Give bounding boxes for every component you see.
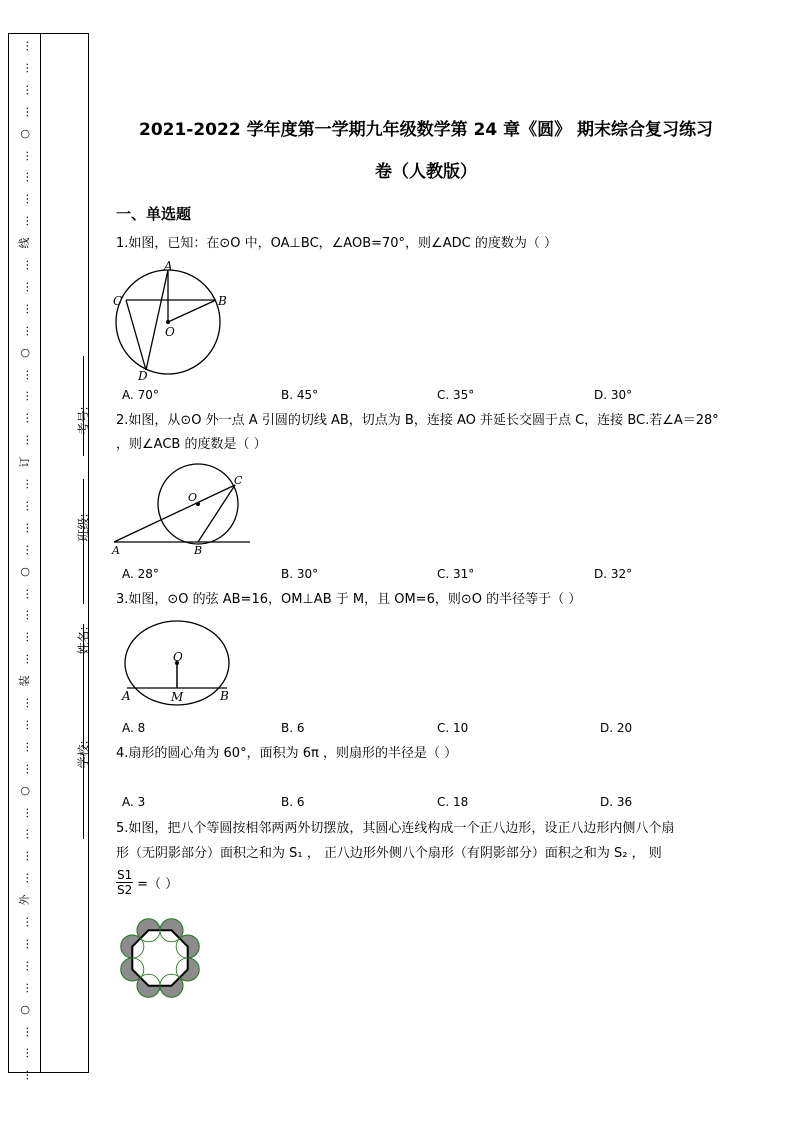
q3-option-b[interactable]: B. 6 — [281, 721, 305, 735]
binding-dots: … — [18, 84, 31, 96]
question-1-figure — [108, 258, 238, 383]
class-label: 班级: — [76, 513, 91, 542]
question-3-figure — [118, 618, 238, 708]
q4-option-d[interactable]: D. 36 — [600, 795, 633, 809]
binding-circle-mark: ○ — [18, 128, 31, 139]
binding-margin — [8, 33, 91, 1081]
fraction-numerator: S1 — [117, 868, 133, 882]
binding-dots: … — [18, 872, 31, 884]
binding-dots: … — [18, 500, 31, 512]
q2-option-c[interactable]: C. 31° — [437, 567, 475, 581]
question-5-text: 5.如图，把八个等圆按相邻两两外切摆放，其圆心连线构成一个正八边形，设正八边形内侧八个扇 — [116, 821, 675, 836]
question-5-figure — [114, 913, 206, 1003]
q2-option-b[interactable]: B. 30° — [281, 567, 319, 581]
q3-option-a[interactable]: A. 8 — [122, 721, 146, 735]
binding-dots: … — [18, 916, 31, 928]
question-5-fraction — [116, 868, 178, 897]
binding-dots: … — [18, 938, 31, 950]
binding-char-mark: 线 — [18, 237, 31, 249]
binding-dots: … — [18, 719, 31, 731]
q2-option-d[interactable]: D. 32° — [594, 567, 633, 581]
binding-dots: … — [18, 412, 31, 424]
binding-dots: … — [18, 522, 31, 534]
binding-dots: … — [18, 303, 31, 315]
binding-dots: … — [18, 982, 31, 994]
q3-option-d[interactable]: D. 20 — [600, 721, 633, 735]
page-title-line-1: 2021-2022 学年度第一学期九年级数学第 24 章《圆》 期末综合复习练习 — [138, 120, 713, 140]
binding-dots: … — [18, 325, 31, 337]
q3-label-o: O — [173, 650, 183, 664]
question-2-text-cont: ，则∠ACB 的度数是（ ） — [116, 437, 267, 452]
binding-dots: … — [18, 390, 31, 402]
binding-dots: … — [18, 193, 31, 205]
binding-dots: … — [18, 369, 31, 380]
q1-option-a[interactable]: A. 70° — [122, 388, 159, 402]
q4-option-b[interactable]: B. 6 — [281, 795, 305, 809]
binding-dots: … — [18, 1047, 31, 1059]
binding-dots: … — [18, 40, 31, 52]
binding-dots: … — [18, 478, 31, 490]
question-2-text: 2.如图，从⊙O 外一点 A 引圆的切线 AB，切点为 B，连接 AO 并延长交圆于点 C，连接 BC.若∠A＝28° — [116, 413, 719, 428]
binding-dots: … — [18, 150, 31, 161]
q1-label-b: B — [218, 294, 227, 308]
exam-number-label: 考号: — [76, 406, 91, 435]
q1-label-o: O — [165, 325, 175, 339]
question-3-text: 3.如图，⊙O 的弦 AB=16，OM⊥AB 于 M，且 OM=6，则⊙O 的半径等于（ ） — [116, 592, 582, 607]
q1-option-b[interactable]: B. 45° — [281, 388, 319, 402]
q2-label-b: B — [194, 544, 203, 557]
binding-circle-mark: ○ — [18, 1004, 31, 1015]
binding-char-mark: 装 — [18, 675, 31, 687]
q2-label-a: A — [112, 544, 120, 557]
binding-dots: … — [18, 171, 31, 183]
binding-dots: … — [18, 609, 31, 621]
q1-label-d: D — [138, 369, 148, 383]
binding-dots: … — [18, 960, 31, 972]
question-2-figure — [110, 460, 255, 560]
binding-dots: … — [18, 631, 31, 643]
q1-label-a: A — [164, 259, 173, 273]
binding-circle-mark: ○ — [18, 566, 31, 577]
binding-dots: … — [18, 828, 31, 840]
binding-dots: … — [18, 741, 31, 753]
q2-label-o: O — [188, 491, 198, 504]
binding-dots: … — [18, 215, 31, 227]
binding-dots: … — [18, 1026, 31, 1037]
q1-option-d[interactable]: D. 30° — [594, 388, 633, 402]
binding-dots: … — [18, 259, 31, 271]
question-4-text: 4.扇形的圆心角为 60°，面积为 6π ，则扇形的半径是（ ） — [116, 746, 458, 761]
binding-dots: … — [18, 281, 31, 293]
binding-circle-mark: ○ — [18, 785, 31, 796]
binding-dots: … — [18, 697, 31, 709]
q2-option-a[interactable]: A. 28° — [122, 567, 159, 581]
school-label: 学校: — [76, 740, 91, 769]
binding-divider — [40, 34, 41, 1072]
binding-dots: … — [18, 850, 31, 862]
binding-char-mark: 订 — [18, 456, 31, 468]
binding-dots: … — [18, 62, 31, 74]
binding-dots: … — [18, 588, 31, 599]
binding-dots: … — [18, 106, 31, 118]
q3-label-m: M — [171, 690, 184, 704]
binding-dots: … — [18, 544, 31, 556]
q1-label-c: C — [113, 294, 123, 308]
binding-dots: … — [18, 434, 31, 446]
q3-label-a: A — [122, 689, 131, 703]
q4-option-c[interactable]: C. 18 — [437, 795, 469, 809]
q3-label-b: B — [220, 689, 229, 703]
section-heading: 一、单选题 — [116, 205, 192, 223]
q1-option-c[interactable]: C. 35° — [437, 388, 475, 402]
name-label: 姓名: — [76, 626, 91, 655]
q3-option-c[interactable]: C. 10 — [437, 721, 469, 735]
binding-dots: … — [18, 763, 31, 775]
fraction-tail: =（ ） — [137, 877, 179, 892]
q4-option-a[interactable]: A. 3 — [122, 795, 146, 809]
fraction-denominator: S2 — [117, 883, 133, 897]
binding-dots: … — [18, 807, 31, 818]
binding-char-mark: 外 — [18, 894, 31, 906]
binding-circle-mark: ○ — [18, 347, 31, 358]
q2-label-c: C — [234, 474, 243, 487]
question-5-text-cont: 形（无阴影部分）面积之和为 S₁ ， 正八边形外侧八个扇形（有阴影部分）面积之和为 S₂ ， 则 — [116, 846, 662, 861]
question-1-text: 1.如图，已知：在⊙O 中，OA⊥BC，∠AOB=70°，则∠ADC 的度数为（ ） — [116, 236, 557, 251]
page-title-line-2: 卷（人教版） — [375, 162, 477, 182]
binding-dots: … — [18, 1069, 31, 1081]
binding-dots: … — [18, 653, 31, 665]
